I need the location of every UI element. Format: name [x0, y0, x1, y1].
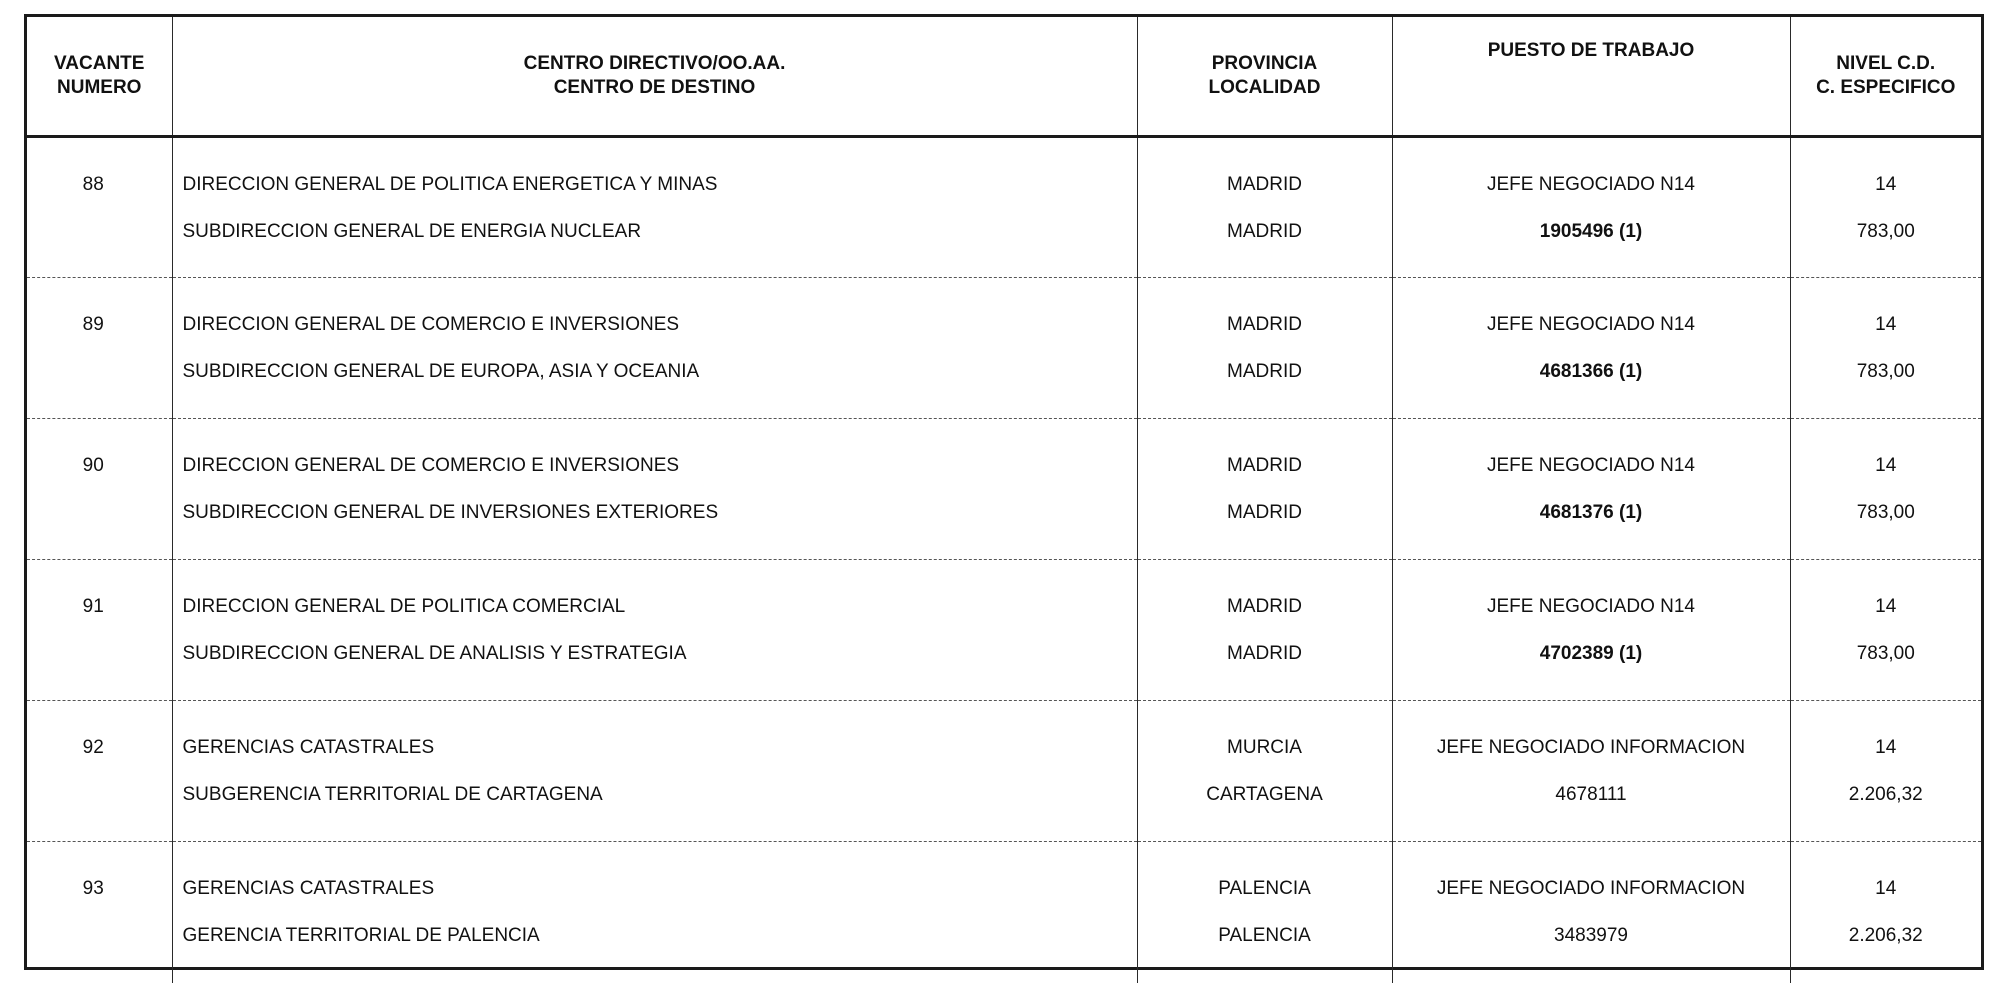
complemento-especifico: 783,00 [1856, 361, 1915, 382]
complemento-especifico: 783,00 [1856, 643, 1915, 664]
cell-provincia [1137, 701, 1392, 842]
centro-directivo: DIRECCION GENERAL DE POLITICA ENERGETICA Y MINAS [182, 173, 718, 195]
nivel-cd: 14 [1875, 314, 1897, 335]
table-row [27, 137, 1981, 278]
cell-provincia [1137, 137, 1392, 278]
provincia: PALENCIA [1218, 878, 1311, 900]
cell-puesto [1392, 560, 1790, 701]
provincia: MADRID [1227, 596, 1302, 617]
complemento-especifico: 2.206,32 [1848, 784, 1923, 805]
puesto-trabajo: JEFE NEGOCIADO INFORMACION [1436, 737, 1746, 758]
cell-puesto [1392, 137, 1790, 278]
cell-centro [172, 419, 1137, 560]
cell-puesto [1392, 701, 1790, 842]
table-row [27, 560, 1981, 701]
puesto-codigo: 4681366 (1) [1539, 361, 1643, 382]
header-vacante-line-1: VACANTE [54, 53, 145, 74]
vacante-numero: 90 [82, 455, 104, 476]
header-provincia [1137, 17, 1392, 137]
centro-directivo: DIRECCION GENERAL DE COMERCIO E INVERSIONES [182, 314, 680, 335]
cell-numero [27, 278, 172, 419]
header-centro-line-2: CENTRO DE DESTINO [553, 77, 756, 98]
cell-nivel [1790, 701, 1981, 842]
header-centro-line-1: CENTRO DIRECTIVO/OO.AA. [523, 53, 786, 74]
cell-provincia [1137, 278, 1392, 419]
provincia: MADRID [1227, 314, 1302, 335]
puesto-codigo: 1905496 (1) [1539, 220, 1643, 242]
provincia: MADRID [1227, 173, 1302, 195]
vacante-numero: 91 [82, 596, 104, 617]
complemento-especifico: 783,00 [1856, 220, 1915, 242]
cell-provincia [1137, 419, 1392, 560]
cell-numero [27, 419, 172, 560]
centro-destino: SUBDIRECCION GENERAL DE ANALISIS Y ESTRATEGIA [182, 643, 687, 664]
table-row [27, 842, 1981, 983]
vacante-numero: 93 [82, 878, 104, 900]
vacante-numero: 92 [82, 737, 104, 758]
table-row [27, 419, 1981, 560]
provincia: MADRID [1227, 455, 1302, 476]
centro-directivo: GERENCIAS CATASTRALES [182, 737, 435, 758]
nivel-cd: 14 [1875, 173, 1897, 195]
centro-destino: SUBDIRECCION GENERAL DE ENERGIA NUCLEAR [182, 220, 642, 242]
localidad: CARTAGENA [1206, 784, 1323, 805]
header-puesto-line-1: PUESTO DE TRABAJO [1487, 40, 1695, 61]
header-row [27, 17, 1981, 137]
cell-numero [27, 701, 172, 842]
centro-directivo: DIRECCION GENERAL DE COMERCIO E INVERSIONES [182, 455, 680, 476]
table-body [27, 137, 1981, 983]
centro-directivo: DIRECCION GENERAL DE POLITICA COMERCIAL [182, 596, 626, 617]
table-row [27, 278, 1981, 419]
puesto-codigo: 3483979 [1554, 925, 1628, 947]
nivel-cd: 14 [1875, 455, 1897, 476]
cell-centro [172, 701, 1137, 842]
header-vacante-line-2: NUMERO [57, 77, 142, 98]
complemento-especifico: 2.206,32 [1848, 925, 1923, 947]
cell-provincia [1137, 560, 1392, 701]
puesto-trabajo: JEFE NEGOCIADO N14 [1487, 173, 1695, 195]
cell-puesto [1392, 278, 1790, 419]
centro-destino: SUBDIRECCION GENERAL DE INVERSIONES EXTERIORES [182, 502, 719, 523]
localidad: MADRID [1227, 643, 1302, 664]
centro-destino: GERENCIA TERRITORIAL DE PALENCIA [182, 925, 540, 947]
localidad: MADRID [1227, 361, 1302, 382]
nivel-cd: 14 [1875, 737, 1897, 758]
table-header [27, 17, 1981, 137]
localidad: MADRID [1227, 220, 1302, 242]
cell-numero [27, 560, 172, 701]
cell-numero [27, 842, 172, 983]
localidad: MADRID [1227, 502, 1302, 523]
cell-provincia [1137, 842, 1392, 983]
provincia: MURCIA [1227, 737, 1302, 758]
puesto-codigo: 4681376 (1) [1539, 502, 1643, 523]
localidad: PALENCIA [1218, 925, 1311, 947]
nivel-cd: 14 [1875, 596, 1897, 617]
cell-centro [172, 842, 1137, 983]
vacante-numero: 89 [82, 314, 104, 335]
cell-centro [172, 137, 1137, 278]
header-vacante-numero [27, 17, 172, 137]
header-nivel-line-2: C. ESPECIFICO [1816, 77, 1956, 98]
puesto-trabajo: JEFE NEGOCIADO N14 [1487, 314, 1695, 335]
puesto-codigo: 4702389 (1) [1539, 643, 1643, 664]
puesto-trabajo: JEFE NEGOCIADO N14 [1487, 455, 1695, 476]
vacancies-table [27, 17, 1981, 983]
header-provincia-line-2: LOCALIDAD [1208, 77, 1321, 98]
header-puesto [1392, 17, 1790, 137]
header-centro [172, 17, 1137, 137]
table-row [27, 701, 1981, 842]
cell-nivel [1790, 560, 1981, 701]
cell-nivel [1790, 278, 1981, 419]
nivel-cd: 14 [1875, 878, 1897, 900]
cell-nivel [1790, 137, 1981, 278]
cell-nivel [1790, 842, 1981, 983]
cell-puesto [1392, 842, 1790, 983]
header-nivel-line-1: NIVEL C.D. [1836, 53, 1936, 74]
cell-puesto [1392, 419, 1790, 560]
puesto-trabajo: JEFE NEGOCIADO N14 [1487, 596, 1695, 617]
centro-destino: SUBGERENCIA TERRITORIAL DE CARTAGENA [182, 784, 603, 805]
complemento-especifico: 783,00 [1856, 502, 1915, 523]
vacancies-table-frame [24, 14, 1984, 970]
puesto-codigo: 4678111 [1555, 784, 1627, 805]
cell-centro [172, 278, 1137, 419]
vacante-numero: 88 [82, 173, 104, 195]
cell-centro [172, 560, 1137, 701]
header-nivel [1790, 17, 1981, 137]
centro-destino: SUBDIRECCION GENERAL DE EUROPA, ASIA Y OCEANIA [182, 361, 700, 382]
centro-directivo: GERENCIAS CATASTRALES [182, 878, 435, 900]
header-provincia-line-1: PROVINCIA [1211, 53, 1318, 74]
cell-numero [27, 137, 172, 278]
cell-nivel [1790, 419, 1981, 560]
puesto-trabajo: JEFE NEGOCIADO INFORMACION [1436, 878, 1746, 900]
